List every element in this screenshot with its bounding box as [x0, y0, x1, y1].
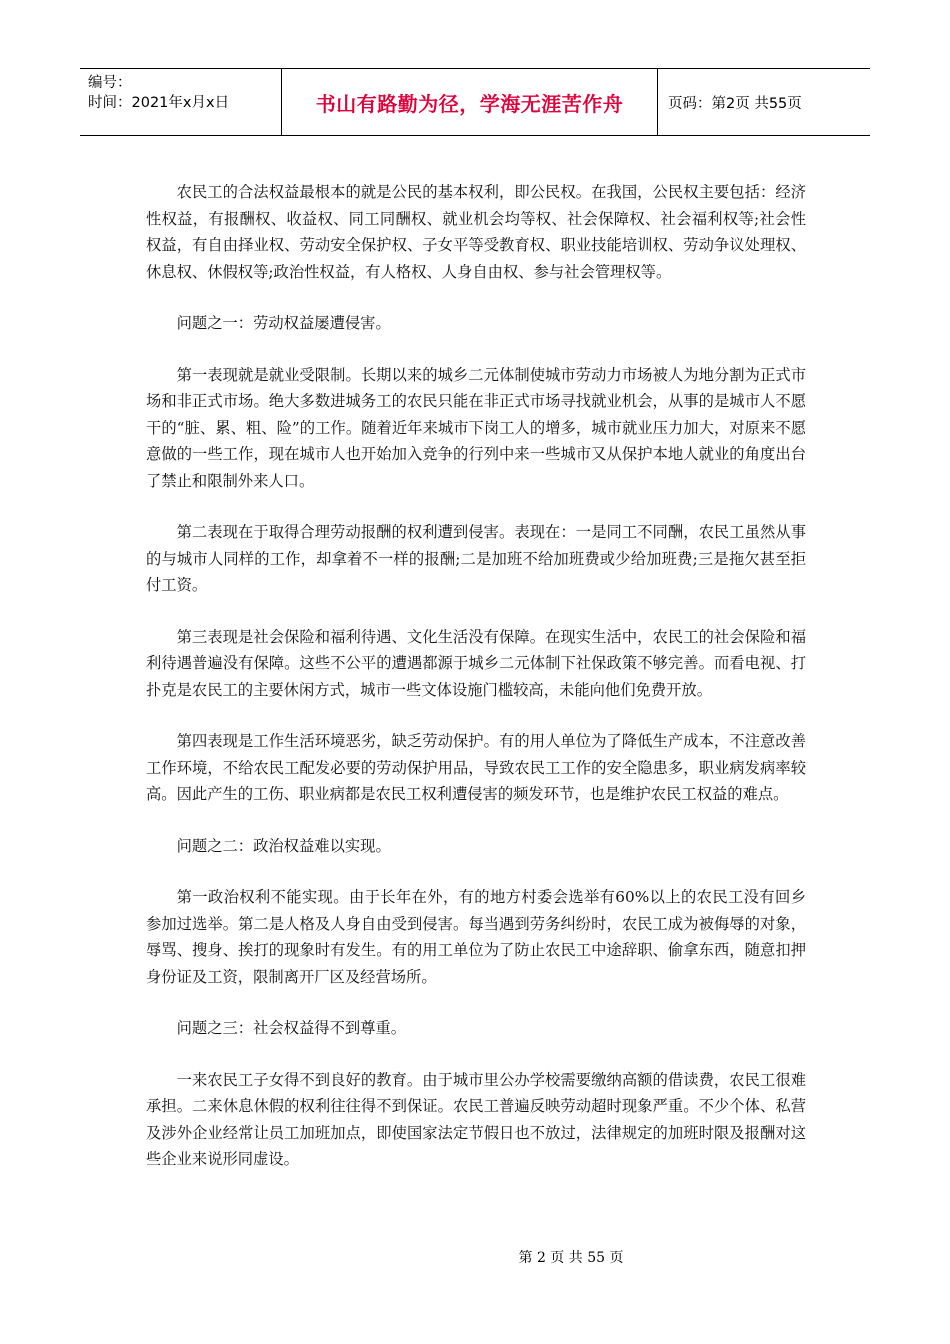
section-heading: 问题之一：劳动权益屡遭侵害。: [176, 314, 391, 332]
document-body: [146, 179, 806, 1198]
page-header: [80, 68, 870, 136]
section-heading: 问题之二：政治权益难以实现。: [176, 836, 391, 855]
paragraph: 第一政治权利不能实现。由于长年在外，有的地方村委会选举有60%以上的农民工没有回乡参加过选举。第二是人格及人身自由受到侵害。每当遇到劳务纠纷时，农民工成为被侮辱的对象，辱骂、搜身、挨打的现象时有发生。有的用工单位为了防止农民工中途辞职、偷拿东西，随意扣押身份证及工资，限制离开厂区及经营场所。: [146, 888, 806, 986]
document-number-label: 编号：: [88, 75, 132, 91]
document-date: 时间：2021年x月x日: [88, 95, 230, 111]
page-footer: 第 2 页 共 55 页: [518, 1250, 624, 1266]
paragraph: 第二表现在于取得合理劳动报酬的权利遭到侵害。表现在：一是同工不同酬，农民工虽然从事的与城市人同样的工作，却拿着不一样的报酬;二是加班不给加班费或少给加班费;三是拖欠甚至拒付工资。: [146, 523, 806, 594]
header-motto: 书山有路勤为径，学海无涯苦作舟: [282, 69, 658, 135]
header-page-info: 页码：第2页 共55页: [668, 95, 802, 112]
paragraph: 第三表现是社会保险和福利待遇、文化生活没有保障。在现实生活中，农民工的社会保险和福利待遇普遍没有保障。这些不公平的遭遇都源于城乡二元体制下社保政策不够完善。而看电视、打扑克是农民工的主要休闲方式，城市一些文体设施门槛较高，未能向他们免费开放。: [146, 627, 806, 699]
paragraph: 第四表现是工作生活环境恶劣，缺乏劳动保护。有的用人单位为了降低生产成本，不注意改善工作环境，不给农民工配发必要的劳动保护用品，导致农民工工作的安全隐患多，职业病发病率较高。因此产生的工伤、职业病都是农民工权利遭侵害的频发环节，也是维护农民工权益的难点。: [146, 732, 806, 803]
paragraph: 农民工的合法权益最根本的就是公民的基本权利，即公民权。在我国，公民权主要包括：经济性权益，有报酬权、收益权、同工同酬权、就业机会均等权、社会保障权、社会福利权等;社会性权益，有自由择业权、劳动安全保护权、子女平等受教育权、职业技能培训权、劳动争议处理权、休息权、休假权等;政治性权益，有人格权、人身自由权、参与社会管理权等。: [146, 183, 806, 281]
paragraph: 第一表现就是就业受限制。长期以来的城乡二元体制使城市劳动力市场被人为地分割为正式市场和非正式市场。绝大多数进城务工的农民只能在非正式市场寻找就业机会，从事的是城市人不愿干的“脏、累、粗、险”的工作。随着近年来城市下岗工人的增多，城市就业压力加大，对原来不愿意做的一些工作，现在城市人也开始加入竞争的行列中来一些城市又从保护本地人就业的角度出台了禁止和限制外来人口。: [146, 365, 806, 490]
paragraph: 一来农民工子女得不到良好的教育。由于城市里公办学校需要缴纳高额的借读费，农民工很难承担。二来休息休假的权利往往得不到保证。农民工普遍反映劳动超时现象严重。不少个体、私营及涉外企业经常让员工加班加点，即使国家法定节假日也不放过，法律规定的加班时限及报酬对这些企业来说形同虚设。: [146, 1070, 806, 1168]
header-meta: [80, 69, 282, 135]
section-heading: 问题之三：社会权益得不到尊重。: [176, 1019, 407, 1037]
